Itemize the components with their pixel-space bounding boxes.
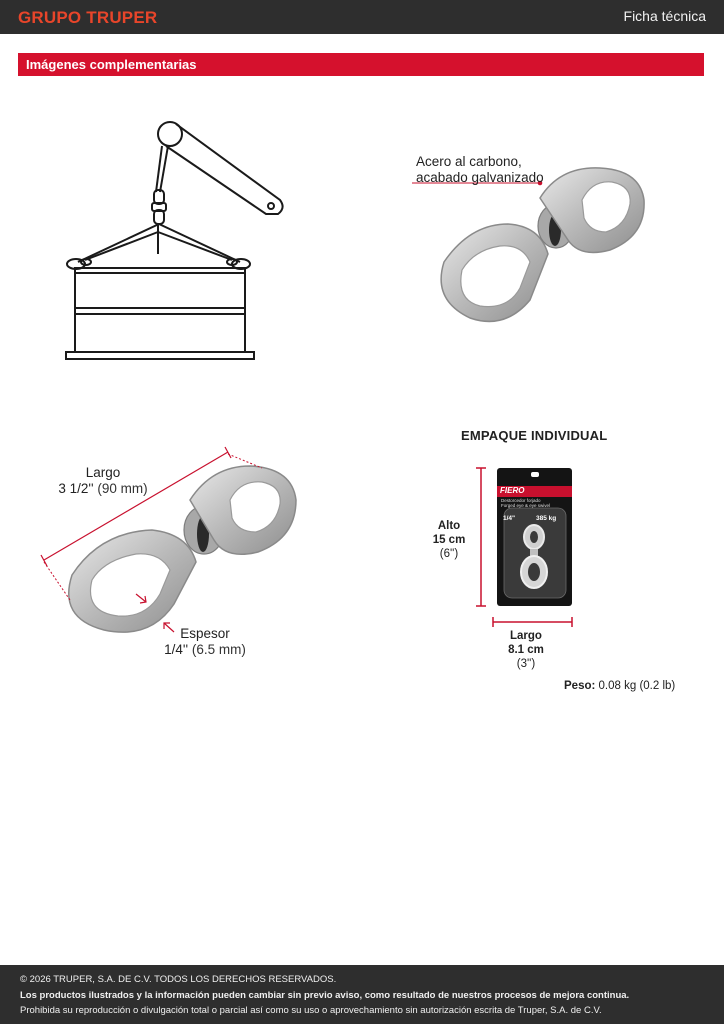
package-height-label — [428, 519, 470, 561]
package-size: 1/4" — [503, 515, 516, 522]
package-width-label — [501, 629, 551, 671]
width-value: 8.1 cm — [508, 644, 544, 656]
thickness-label: Espesor — [180, 626, 230, 641]
brand-logo: GRUPO TRUPER — [18, 8, 158, 27]
package-product-text — [501, 498, 550, 508]
width-imperial: (3'') — [516, 658, 536, 670]
footer-copyright: © 2026 TRUPER, S.A. DE C.V. TODOS LOS DERECHOS RESERVADOS. — [20, 974, 337, 985]
thickness-value: 1/4'' — [164, 642, 189, 657]
material-line-1: Acero al carbono, — [416, 154, 522, 169]
footer-legal: Prohibida su reproducción o divulgación total o parcial así como su uso o aprovechamiento sin autorización escrita de Truper, S.A. de C.V. — [20, 1005, 602, 1016]
package-product-name: Destorcedor forjado — [501, 498, 541, 503]
package-weight — [564, 679, 675, 693]
section-title: Imágenes complementarias — [26, 57, 197, 72]
package-brand: FIERO — [500, 486, 525, 495]
width-label: Largo — [510, 630, 542, 642]
height-value: 15 cm — [432, 534, 466, 546]
package-capacity: 385 kg — [536, 515, 557, 522]
weight-value: 0.08 kg (0.2 lb) — [598, 680, 676, 692]
document-type-label: Ficha técnica — [623, 8, 706, 24]
footer — [0, 965, 724, 1024]
height-imperial: (6'') — [439, 548, 459, 560]
material-line-2: acabado galvanizado — [416, 170, 544, 185]
height-label: Alto — [437, 520, 461, 532]
package-product-sub: Forged eye & eye swivel — [501, 503, 551, 508]
footer-disclaimer: Los productos ilustrados y la información pueden cambiar sin previo aviso, como resultado de nuestros procesos de mejora continua. — [20, 990, 630, 1001]
length-value: 3 1/2'' — [58, 481, 94, 496]
thickness-metric: (6.5 mm) — [191, 642, 246, 657]
length-label: Largo — [85, 465, 121, 480]
weight-label: Peso: — [564, 680, 596, 692]
package-heading: EMPAQUE INDIVIDUAL — [461, 428, 608, 443]
length-metric: (90 mm) — [97, 481, 148, 496]
